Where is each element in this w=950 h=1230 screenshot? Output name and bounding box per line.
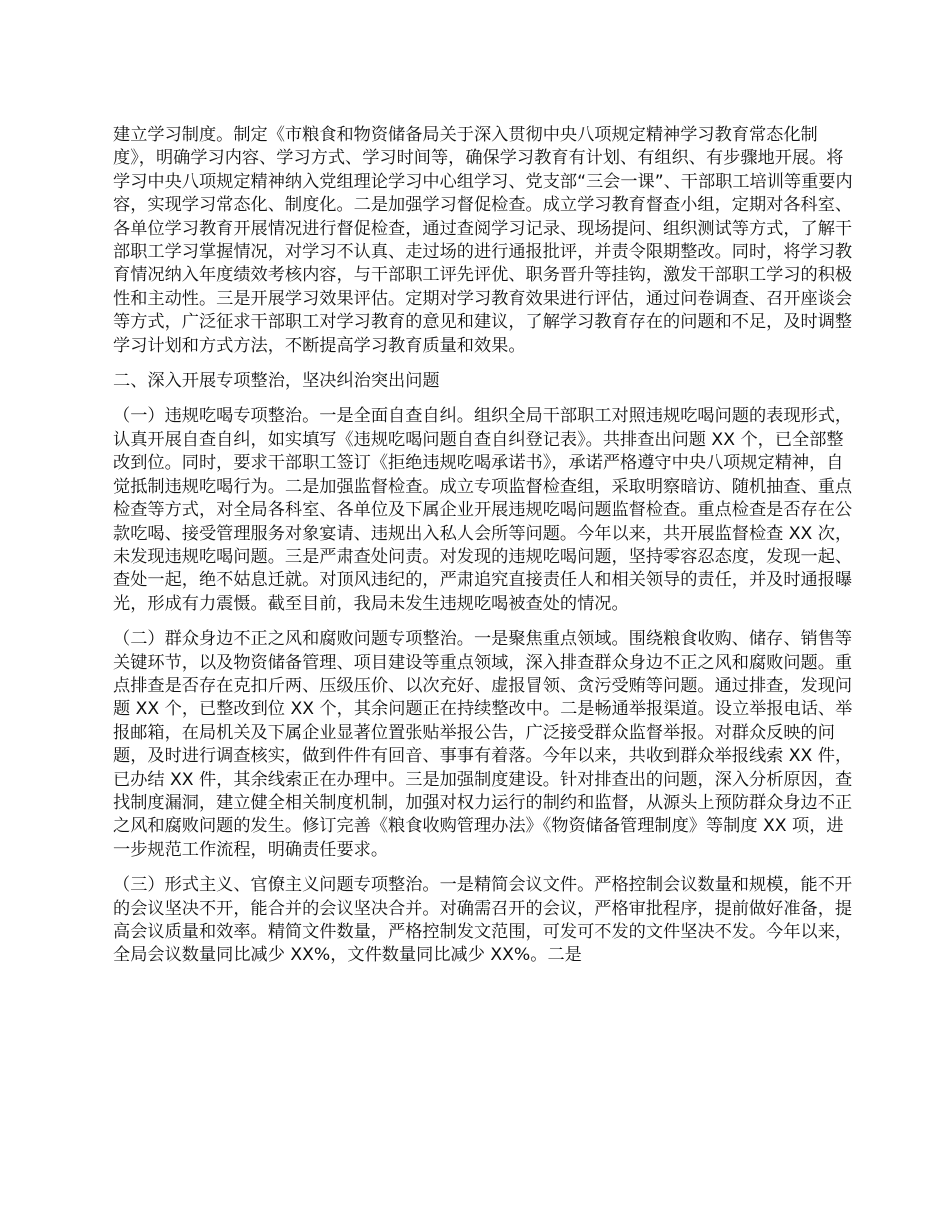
- document-page: [113, 124, 855, 980]
- paragraph-grassroots-corruption-rectification: （二）群众身边不正之风和腐败问题专项整治。一是聚焦重点领域。围绕粮食收购、储存、销售等关键环节，以及物资储备管理、项目建设等重点领域，深入排查群众身边不正之风和腐败问题。重点排查是否存在克扣斤两、压级压价、以次充好、虚报冒领、贪污受贿等问题。通过排查，发现问题 XX 个，已整改到位 XX 个，其余问题正在持续整改中。二是畅通举报渠道。设立举报电话、举报邮箱，在局机关及下属企业显著位置张贴举报公告，广泛接受群众监督举报。对群众反映的问题，及时进行调查核实，做到件件有回音、事事有着落。今年以来，共收到群众举报线索 XX 件，已办结 XX 件，其余线索正在办理中。三是加强制度建设。针对排查出的问题，深入分析原因，查找制度漏洞，建立健全相关制度机制，加强对权力运行的制约和监督，从源头上预防群众身边不正之风和腐败问题的发生。修订完善《粮食收购管理办法》《物资储备管理制度》等制度 XX 项，进一步规范工作流程，明确责任要求。: [113, 629, 853, 860]
- paragraph-dining-rectification: （一）违规吃喝专项整治。一是全面自查自纠。组织全局干部职工对照违规吃喝问题的表现形式，认真开展自查自纠，如实填写《违规吃喝问题自查自纠登记表》。共排查出问题 XX 个，已全部整改到位。同时，要求干部职工签订《拒绝违规吃喝承诺书》，承诺严格遵守中央八项规定精神，自觉抵制违规吃喝行为。二是加强监督检查。成立专项监督检查组，采取明察暗访、随机抽查、重点检查等方式，对全局各科室、各单位及下属企业开展违规吃喝问题监督检查。重点检查是否存在公款吃喝、接受管理服务对象宴请、违规出入私人会所等问题。今年以来，共开展监督检查 XX 次，未发现违规吃喝问题。三是严肃查处问责。对发现的违规吃喝问题，坚持零容忍态度，发现一起、查处一起，绝不姑息迁就。对顶风违纪的，严肃追究直接责任人和相关领导的责任，并及时通报曝光，形成有力震慑。截至目前，我局未发生违规吃喝被查处的情况。: [113, 406, 853, 614]
- paragraph-formalism-rectification: （三）形式主义、官僚主义问题专项整治。一是精简会议文件。严格控制会议数量和规模，能不开的会议坚决不开，能合并的会议坚决合并。对确需召开的会议，严格审批程序，提前做好准备，提高会议质量和效率。精简文件数量，严格控制发文范围，可发可不发的文件坚决不发。今年以来，全局会议数量同比减少 XX%，文件数量同比减少 XX%。二是: [113, 875, 853, 966]
- section-heading-special-rectification: 二、深入开展专项整治，坚决纠治突出问题: [113, 371, 440, 392]
- paragraph-study-system: 建立学习制度。制定《市粮食和物资储备局关于深入贯彻中央八项规定精神学习教育常态化制度》，明确学习内容、学习方式、学习时间等，确保学习教育有计划、有组织、有步骤地开展。将学习中央八项规定精神纳入党组理论学习中心组学习、党支部“三会一课”、干部职工培训等重要内容，实现学习常态化、制度化。二是加强学习督促检查。成立学习教育督查小组，定期对各科室、各单位学习教育开展情况进行督促检查，通过查阅学习记录、现场提问、组织测试等方式，了解干部职工学习掌握情况，对学习不认真、走过场的进行通报批评，并责令限期整改。同时，将学习教育情况纳入年度绩效考核内容，与干部职工评先评优、职务晋升等挂钩，激发干部职工学习的积极性和主动性。三是开展学习效果评估。定期对学习教育效果进行评估，通过问卷调查、召开座谈会等方式，广泛征求干部职工对学习教育的意见和建议，了解学习教育存在的问题和不足，及时调整学习计划和方式方法，不断提高学习教育质量和效果。: [113, 125, 853, 356]
